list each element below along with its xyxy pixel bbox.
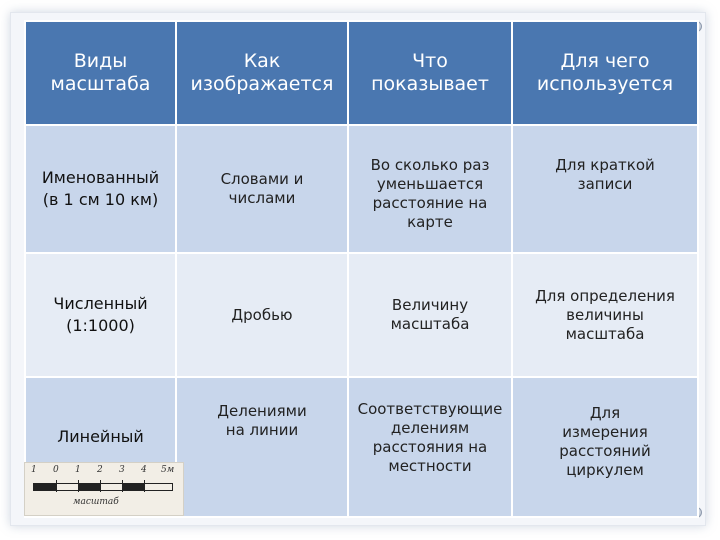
ruler-caption: масштаб xyxy=(73,497,119,507)
ruler-segment xyxy=(122,484,144,490)
header-cell: Виды масштаба xyxy=(25,21,176,125)
display-method-cell: Дробью xyxy=(176,253,348,377)
ruler-label: 1 xyxy=(31,465,37,475)
ruler-tick xyxy=(122,480,123,492)
table-row xyxy=(25,125,698,253)
table-header-row xyxy=(25,21,698,125)
header-cell: Как изображается xyxy=(176,21,348,125)
ruler-segment xyxy=(34,484,56,490)
shows-cell: Соответствующие делениям расстояния на местности xyxy=(348,377,512,517)
shows-cell: Во сколько раз уменьшается расстояние на карте xyxy=(348,125,512,253)
ruler-tick xyxy=(144,480,145,492)
ruler-label: 1 xyxy=(75,465,81,475)
ruler-bar xyxy=(33,483,173,491)
purpose-cell: Для краткой записи xyxy=(512,125,698,253)
ruler-label: 3 xyxy=(119,465,125,475)
display-method-cell: Словами и числами xyxy=(176,125,348,253)
scale-kind-cell: Линейный xyxy=(25,377,176,517)
shows-cell: Величину масштаба xyxy=(348,253,512,377)
table-row xyxy=(25,253,698,377)
linear-scale-ruler xyxy=(24,462,184,516)
scale-kind-cell: Численный (1:1000) xyxy=(25,253,176,377)
ruler-tick xyxy=(100,480,101,492)
ruler-segment xyxy=(78,484,100,490)
purpose-cell: Для измерения расстояний циркулем xyxy=(512,377,698,517)
scale-types-table xyxy=(24,20,699,518)
ruler-label: 0 xyxy=(53,465,59,475)
ruler-tick xyxy=(78,480,79,492)
header-cell: Для чего используется xyxy=(512,21,698,125)
header-cell: Что показывает xyxy=(348,21,512,125)
ruler-label: 4 xyxy=(141,465,147,475)
purpose-cell: Для определения величины масштаба xyxy=(512,253,698,377)
ruler-label: 2 xyxy=(97,465,103,475)
display-method-cell: Делениями на линии xyxy=(176,377,348,517)
ruler-tick xyxy=(56,480,57,492)
ruler-label: 5м xyxy=(161,465,175,475)
scale-kind-cell: Именованный (в 1 см 10 км) xyxy=(25,125,176,253)
